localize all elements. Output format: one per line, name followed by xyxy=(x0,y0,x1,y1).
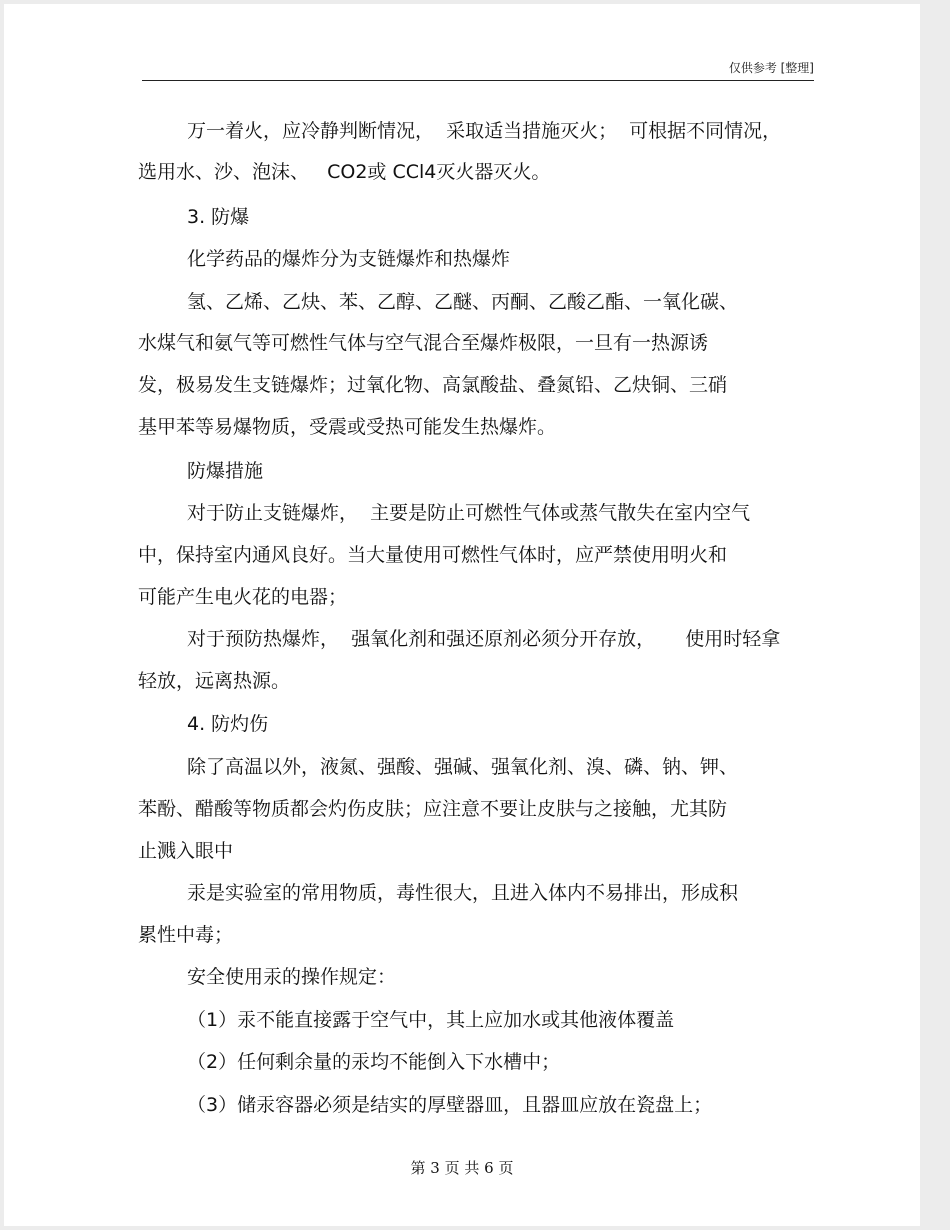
document-page xyxy=(4,4,920,1226)
paragraph-line: 除了高温以外，液氮、强酸、强碱、强氧化剂、溴、磷、钠、钾、 xyxy=(187,756,739,778)
list-item: （2）任何剩余量的汞均不能倒入下水槽中； xyxy=(187,1051,561,1073)
paragraph-line: 安全使用汞的操作规定： xyxy=(187,966,397,988)
paragraph-line: 发，极易发生支链爆炸；过氧化物、高氯酸盐、叠氮铅、乙炔铜、三硝 xyxy=(138,374,728,396)
page-header xyxy=(142,56,814,81)
paragraph-line: 基甲苯等易爆物质，受震或受热可能发生热爆炸。 xyxy=(138,416,557,438)
paragraph-line: 累性中毒； xyxy=(138,924,234,946)
subsection-heading: 防爆措施 xyxy=(187,460,264,482)
paragraph-line: 万一着火，应冷静判断情况， 采取适当措施灭火； 可根据不同情况， xyxy=(187,120,782,142)
paragraph-line: 水煤气和氨气等可燃性气体与空气混合至爆炸极限，一旦有一热源诱 xyxy=(138,332,709,354)
list-item: （1）汞不能直接露于空气中，其上应加水或其他液体覆盖 xyxy=(187,1009,675,1031)
paragraph-line: 可能产生电火花的电器； xyxy=(138,586,348,608)
paragraph-line: 氢、乙烯、乙炔、苯、乙醇、乙醚、丙酮、乙酸乙酯、一氧化碳、 xyxy=(187,291,739,313)
section-heading: 3. 防爆 xyxy=(187,206,250,228)
paragraph-line: 汞是实验室的常用物质，毒性很大，且进入体内不易排出，形成积 xyxy=(187,882,739,904)
page-number-footer: 第 3 页 共 6 页 xyxy=(410,1159,514,1177)
paragraph-line: 选用水、沙、泡沫、 CO2或 CCl4灭火器灭火。 xyxy=(138,161,551,183)
paragraph-line: 对于预防热爆炸， 强氧化剂和强还原剂必须分开存放， 使用时轻拿 xyxy=(187,628,781,650)
paragraph-line: 止溅入眼中 xyxy=(138,840,234,862)
header-label: 仅供参考 [整理] xyxy=(728,61,814,75)
paragraph-line: 对于防止支链爆炸， 主要是防止可燃性气体或蒸气散失在室内空气 xyxy=(187,502,751,524)
list-item: （3）储汞容器必须是结实的厚壁器皿，且器皿应放在瓷盘上； xyxy=(187,1094,713,1116)
paragraph-line: 轻放，远离热源。 xyxy=(138,670,291,692)
section-heading: 4. 防灼伤 xyxy=(187,713,269,735)
paragraph-line: 中，保持室内通风良好。当大量使用可燃性气体时，应严禁使用明火和 xyxy=(138,544,728,566)
paragraph-line: 化学药品的爆炸分为支链爆炸和热爆炸 xyxy=(187,248,511,270)
paragraph-line: 苯酚、醋酸等物质都会灼伤皮肤；应注意不要让皮肤与之接触，尤其防 xyxy=(138,798,728,820)
